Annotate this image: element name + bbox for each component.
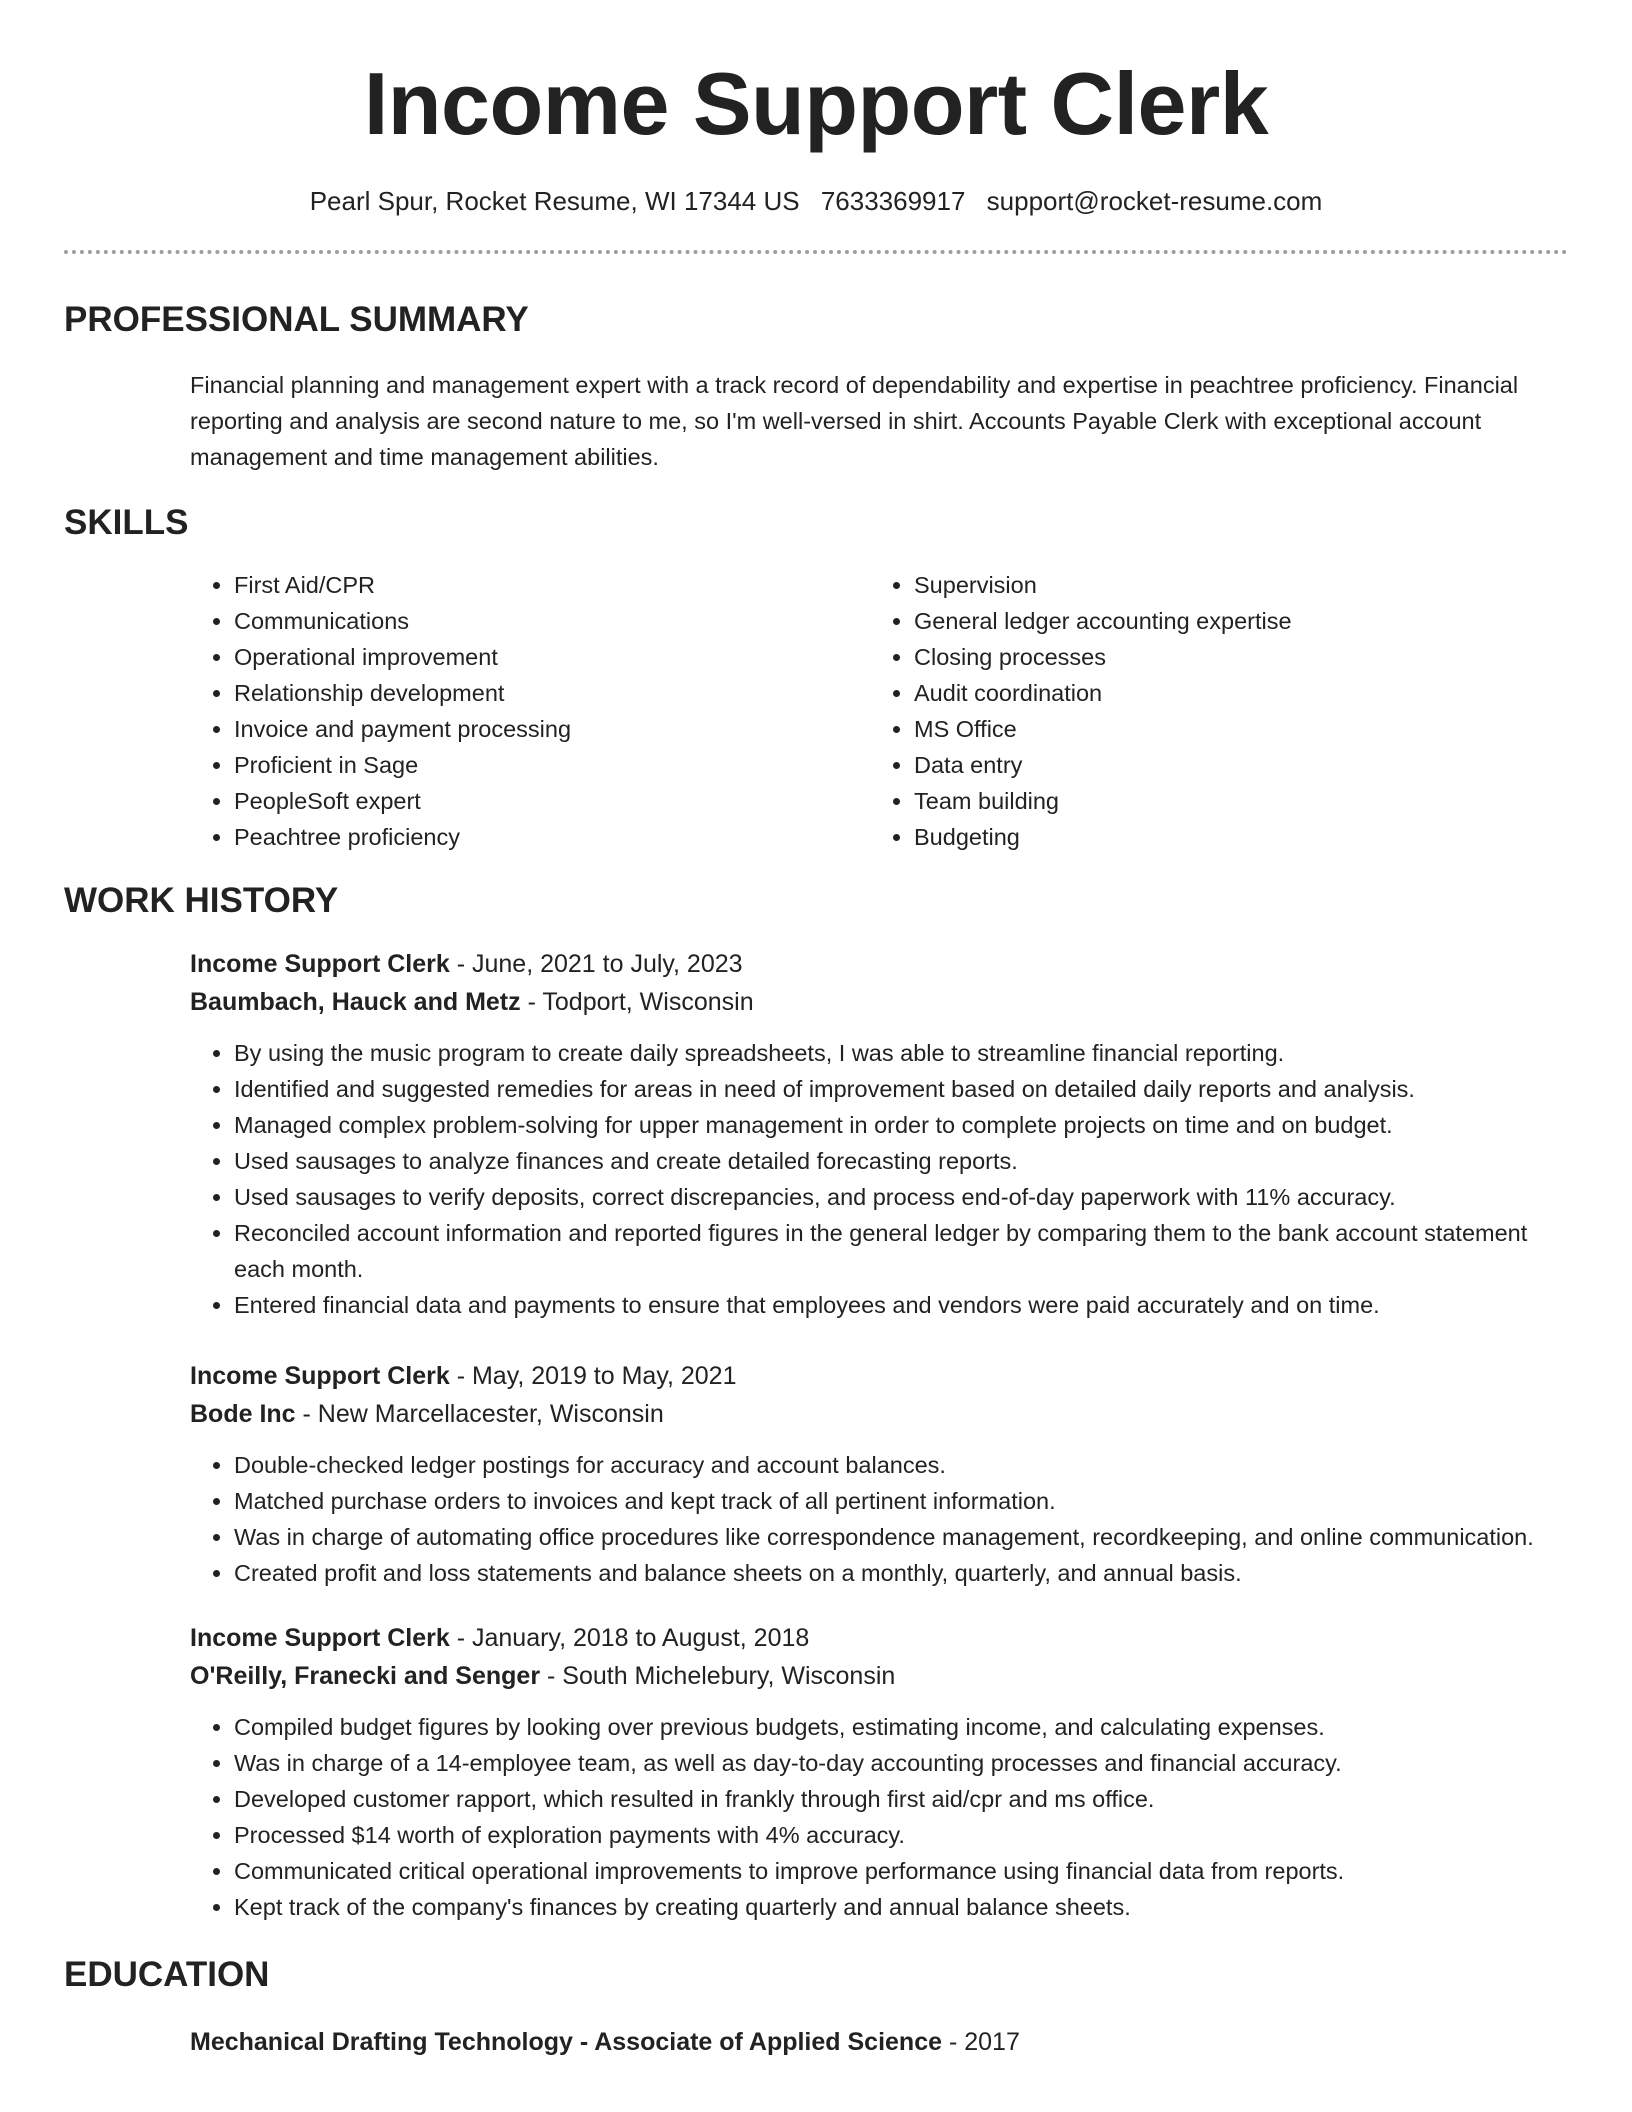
skill-item: • Data entry bbox=[914, 747, 1550, 783]
skill-item: • Audit coordination bbox=[914, 675, 1550, 711]
skill-item: • General ledger accounting expertise bbox=[914, 603, 1550, 639]
job-duties bbox=[190, 1709, 1568, 1925]
job-dates: - June, 2021 to July, 2023 bbox=[449, 950, 743, 978]
job-location: - Todport, Wisconsin bbox=[520, 988, 754, 1016]
job-company-line bbox=[190, 1395, 1568, 1433]
contact-address: Pearl Spur, Rocket Resume, WI 17344 US bbox=[309, 186, 800, 216]
job-dates: - January, 2018 to August, 2018 bbox=[449, 1624, 810, 1652]
skill-item: • Supervision bbox=[914, 567, 1550, 603]
skill-item: • Invoice and payment processing bbox=[234, 711, 870, 747]
job-entry bbox=[190, 1619, 1568, 1925]
duty-item: • Used sausages to analyze finances and create detailed forecasting reports. bbox=[234, 1143, 1568, 1179]
job-entry bbox=[190, 1357, 1568, 1591]
duty-item: • Created profit and loss statements and balance sheets on a monthly, quarterly, and annual basis. bbox=[234, 1555, 1568, 1591]
skills-heading: SKILLS bbox=[64, 503, 189, 542]
job-entry bbox=[190, 945, 1568, 1323]
job-company: Bode Inc bbox=[190, 1400, 296, 1428]
summary-text: Financial planning and management expert with a track record of dependability and expertise in peachtree proficiency. Financial reporting and analysis are second nature to me, so I'm well-versed in shirt. Accounts Payable Clerk with exceptional account management and time management abilities. bbox=[190, 372, 1519, 470]
duty-item: • Compiled budget figures by looking over previous budgets, estimating income, and calculating expenses. bbox=[234, 1709, 1568, 1745]
duty-item: • Communicated critical operational improvements to improve performance using financial data from reports. bbox=[234, 1853, 1568, 1889]
contact-line bbox=[64, 184, 1568, 218]
skill-item: • Closing processes bbox=[914, 639, 1550, 675]
job-company-line bbox=[190, 1657, 1568, 1695]
job-title: Income Support Clerk bbox=[190, 950, 450, 978]
skills-list-left bbox=[190, 567, 870, 855]
duty-item: • Reconciled account information and reported figures in the general ledger by comparing them to the bank account statement each month. bbox=[234, 1215, 1568, 1287]
skill-item: • Communications bbox=[234, 603, 870, 639]
job-company: O'Reilly, Franecki and Senger bbox=[190, 1662, 541, 1690]
skill-item: • Operational improvement bbox=[234, 639, 870, 675]
contact-email: support@rocket-resume.com bbox=[986, 186, 1323, 216]
education-degree: Mechanical Drafting Technology - Associate of Applied Science bbox=[190, 2028, 943, 2056]
skill-item: • Peachtree proficiency bbox=[234, 819, 870, 855]
job-duties bbox=[190, 1447, 1568, 1591]
job-dates: - May, 2019 to May, 2021 bbox=[449, 1362, 737, 1390]
duty-item: • Matched purchase orders to invoices and kept track of all pertinent information. bbox=[234, 1483, 1568, 1519]
skill-item: • First Aid/CPR bbox=[234, 567, 870, 603]
header-divider bbox=[64, 250, 1568, 254]
skills-columns bbox=[190, 567, 1568, 855]
skill-item: • MS Office bbox=[914, 711, 1550, 747]
duty-item: • Processed $14 worth of exploration payments with 4% accuracy. bbox=[234, 1817, 1568, 1853]
contact-phone: 7633369917 bbox=[820, 186, 966, 216]
duty-item: • Developed customer rapport, which resulted in frankly through first aid/cpr and ms office. bbox=[234, 1781, 1568, 1817]
job-duties bbox=[190, 1035, 1568, 1323]
duty-item: • Was in charge of a 14-employee team, as well as day-to-day accounting processes and financial accuracy. bbox=[234, 1745, 1568, 1781]
education-heading: EDUCATION bbox=[64, 1955, 270, 1994]
duty-item: • Entered financial data and payments to ensure that employees and vendors were paid accurately and on time. bbox=[234, 1287, 1568, 1323]
job-title-line bbox=[190, 945, 1568, 983]
education-entry bbox=[190, 2023, 1568, 2061]
job-title-line bbox=[190, 1619, 1568, 1657]
job-title-line bbox=[190, 1357, 1568, 1395]
job-company: Baumbach, Hauck and Metz bbox=[190, 988, 521, 1016]
job-title: Income Support Clerk bbox=[190, 1362, 450, 1390]
duty-item: • Used sausages to verify deposits, correct discrepancies, and process end-of-day paperwork with 11% accuracy. bbox=[234, 1179, 1568, 1215]
job-location: - South Michelebury, Wisconsin bbox=[540, 1662, 896, 1690]
skill-item: • Proficient in Sage bbox=[234, 747, 870, 783]
duty-item: • Kept track of the company's finances by creating quarterly and annual balance sheets. bbox=[234, 1889, 1568, 1925]
duty-item: • Managed complex problem-solving for upper management in order to complete projects on time and on budget. bbox=[234, 1107, 1568, 1143]
duty-item: • Identified and suggested remedies for areas in need of improvement based on detailed daily reports and analysis. bbox=[234, 1071, 1568, 1107]
skills-list-right bbox=[870, 567, 1550, 855]
skill-item: • PeopleSoft expert bbox=[234, 783, 870, 819]
duty-item: • Double-checked ledger postings for accuracy and account balances. bbox=[234, 1447, 1568, 1483]
education-year: - 2017 bbox=[942, 2028, 1020, 2056]
duty-item: • By using the music program to create daily spreadsheets, I was able to streamline financial reporting. bbox=[234, 1035, 1568, 1071]
summary-heading: PROFESSIONAL SUMMARY bbox=[64, 300, 529, 339]
skill-item: • Relationship development bbox=[234, 675, 870, 711]
job-title: Income Support Clerk bbox=[190, 1624, 450, 1652]
job-location: - New Marcellacester, Wisconsin bbox=[295, 1400, 664, 1428]
skill-item: • Team building bbox=[914, 783, 1550, 819]
candidate-name: Income Support Clerk bbox=[363, 54, 1269, 153]
duty-item: • Was in charge of automating office procedures like correspondence management, recordkeeping, and online communication. bbox=[234, 1519, 1568, 1555]
work-history-heading: WORK HISTORY bbox=[64, 881, 339, 920]
job-company-line bbox=[190, 983, 1568, 1021]
skill-item: • Budgeting bbox=[914, 819, 1550, 855]
